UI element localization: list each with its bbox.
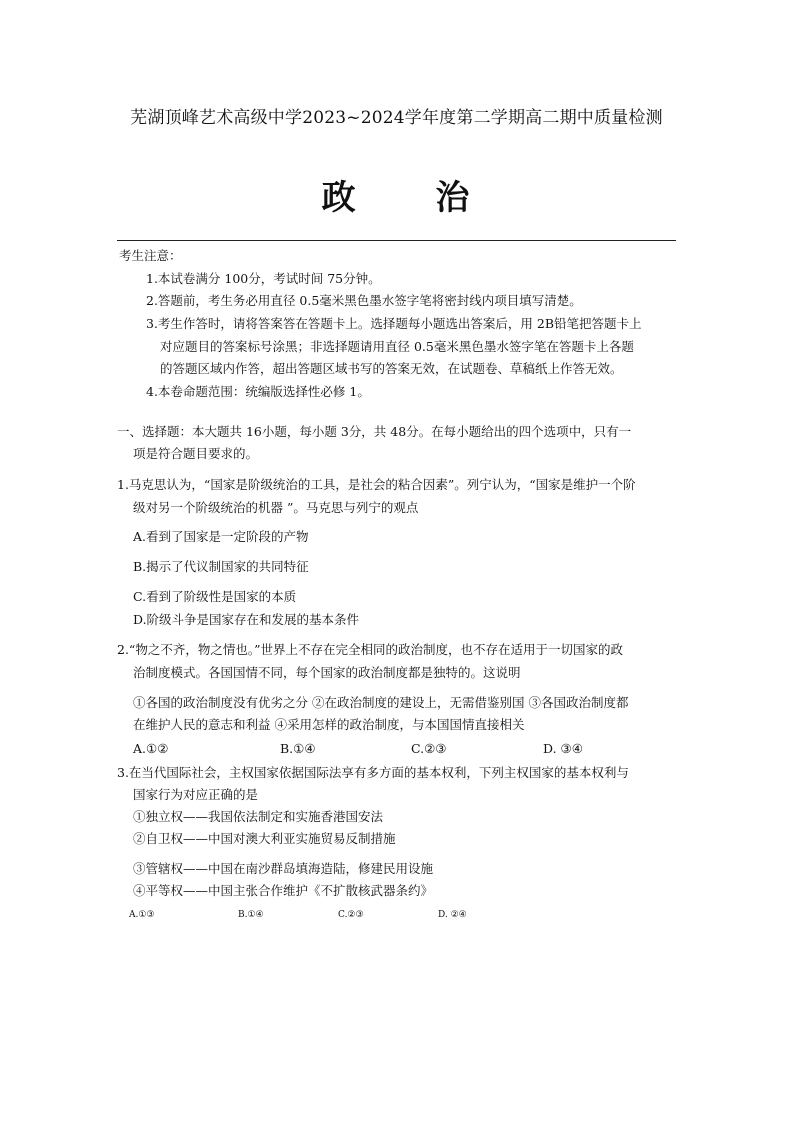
question-2-option-c: C.②③ <box>411 741 447 756</box>
question-3-statement: ③管辖权——中国在南沙群岛填海造陆，修建民用设施 <box>133 861 434 876</box>
question-3-statement: ②自卫权——中国对澳大利亚实施贸易反制措施 <box>133 831 396 846</box>
question-1-option-b: B.揭示了代议制国家的共同特征 <box>133 559 309 574</box>
question-3-option-d: D. ②④ <box>438 910 467 920</box>
question-3-stem-continuation: 国家行为对应正确的是 <box>133 787 259 802</box>
notice-item-continuation: 的答题区域内作答，超出答题区域书写的答案无效，在试题卷、草稿纸上作答无效。 <box>160 361 623 376</box>
question-1-option-d: D.阶级斗争是国家存在和发展的基本条件 <box>133 612 360 627</box>
question-3-option-c: C.②③ <box>338 910 364 920</box>
question-1-option-c: C.看到了阶级性是国家的本质 <box>133 589 297 604</box>
question-2-statements-continuation: 在维护人民的意志和利益 ④采用怎样的政治制度，与本国国情直接相关 <box>133 717 525 732</box>
question-3-option-b: B.①④ <box>238 910 264 920</box>
question-2-stem: 2.“物之不齐，物之情也。”世界上不存在完全相同的政治制度，也不存在适用于一切国家的政 <box>117 642 623 657</box>
question-3-statement: ①独立权——我国依法制定和实施香港国安法 <box>133 809 384 824</box>
question-1-option-a: A.看到了国家是一定阶段的产物 <box>133 529 309 544</box>
question-3-statement: ④平等权——中国主张合作维护《不扩散核武器条约》 <box>133 883 434 898</box>
notice-item: 2.答题前，考生务必用直径 0.5毫米黑色墨水签字笔将密封线内项目填写清楚。 <box>146 293 582 308</box>
question-2-stem-continuation: 治制度模式。各国国情不同，每个国家的政治制度都是独特的。这说明 <box>133 665 521 680</box>
question-2-statements: ①各国的政治制度没有优劣之分 ②在政治制度的建设上，无需借鉴别国 ③各国政治制度都 <box>133 695 629 710</box>
notice-item: 1.本试卷满分 100分，考试时间 75分钟。 <box>146 271 381 286</box>
question-2-option-d: D. ③④ <box>543 741 583 756</box>
subject-char-1: 政 <box>321 178 358 218</box>
notice-item: 3.考生作答时，请将答案答在答题卡上。选择题每小题选出答案后，用 2B铅笔把答题卡上 <box>146 316 642 331</box>
question-2-option-b: B.①④ <box>280 741 316 756</box>
question-3-option-a: A.①③ <box>129 910 155 920</box>
subject-title <box>0 170 793 219</box>
question-1-stem: 1.马克思认为，“国家是阶级统治的工具，是社会的粘合因素”。列宁认为，“国家是维护一个阶 <box>117 477 636 492</box>
subject-char-2: 治 <box>435 178 472 218</box>
question-1-stem-continuation: 级对另一个阶级统治的机器 ”。马克思与列宁的观点 <box>133 500 419 515</box>
question-2-option-a: A.①② <box>133 741 169 756</box>
header-divider <box>117 240 676 241</box>
section-heading: 一、选择题：本大题共 16小题，每小题 3分，共 48分。在每小题给出的四个选项中，只有一 <box>117 424 632 439</box>
notice-heading: 考生注意： <box>119 248 182 263</box>
section-heading-continuation: 项是符合题目要求的。 <box>133 446 259 461</box>
notice-item-continuation: 对应题目的答案标号涂黑；非选择题请用直径 0.5毫米黑色墨水签字笔在答题卡上各题 <box>160 339 634 354</box>
question-3-stem: 3.在当代国际社会，主权国家依据国际法享有多方面的基本权利，下列主权国家的基本权利与 <box>117 765 629 780</box>
notice-item: 4.本卷命题范围：统编版选择性必修 1。 <box>146 384 370 399</box>
exam-title: 芜湖顶峰艺术高级中学2023~2024学年度第二学期高二期中质量检测 <box>130 108 663 128</box>
